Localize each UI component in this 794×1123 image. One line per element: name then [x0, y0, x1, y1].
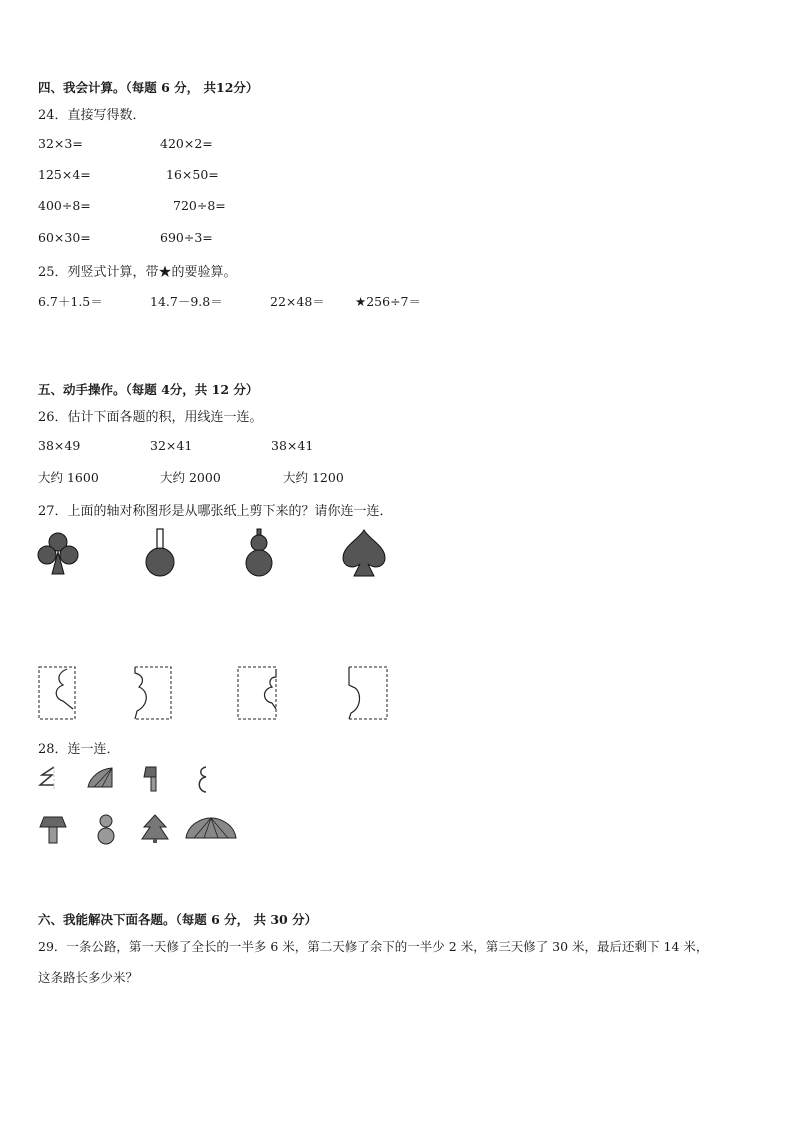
calc-item: 400÷8=	[38, 198, 91, 213]
half-gourd-cutout-icon	[131, 665, 173, 721]
umbrella-icon	[184, 816, 238, 842]
estimate-answer: 大约 1600	[38, 470, 99, 485]
half-snowman-icon	[194, 765, 212, 795]
snowman-icon	[94, 813, 118, 845]
half-club-cutout-icon	[37, 665, 77, 721]
tree-icon	[140, 813, 170, 845]
vertical-calc-item: 22×48＝	[270, 294, 325, 309]
club-icon	[36, 530, 80, 576]
vertical-calc-item: 6.7＋1.5＝	[38, 294, 103, 309]
mushroom-icon	[38, 815, 68, 845]
half-bulb-cutout-icon	[345, 665, 389, 721]
estimate-expression: 38×41	[271, 438, 314, 453]
spade-icon	[340, 528, 388, 578]
calc-item: 420×2=	[160, 136, 213, 151]
calc-item: 16×50=	[166, 167, 219, 182]
round-bulb-icon	[140, 528, 180, 578]
calc-item: 720÷8=	[173, 198, 226, 213]
gourd-icon	[242, 528, 276, 578]
question-28-title: 28．连一连．	[38, 742, 120, 757]
section-5-heading: 五、动手操作。（每题 4分，共 12 分）	[38, 382, 259, 397]
calc-item: 32×3=	[38, 136, 83, 151]
half-tree-icon	[38, 765, 60, 793]
calc-item: 690÷3=	[160, 230, 213, 245]
section-4-heading: 四、我会计算。（每题 6 分， 共12分）	[38, 80, 259, 95]
section-6-heading: 六、我能解决下面各题。（每题 6 分， 共 30 分）	[38, 912, 318, 927]
vertical-calc-item: ★256÷7＝	[355, 294, 421, 309]
vertical-calc-item: 14.7－9.8＝	[150, 294, 223, 309]
estimate-expression: 32×41	[150, 438, 193, 453]
question-25-title: 25．列竖式计算，带★的要验算。	[38, 265, 237, 280]
question-24-title: 24．直接写得数．	[38, 108, 146, 123]
calc-item: 60×30=	[38, 230, 91, 245]
estimate-answer: 大约 2000	[160, 470, 221, 485]
question-29-line-2: 这条路长多少米？	[38, 970, 139, 985]
question-26-title: 26．估计下面各题的积，用线连一连。	[38, 410, 263, 425]
half-umbrella-icon	[86, 765, 116, 793]
question-27-title: 27．上面的轴对称图形是从哪张纸上剪下来的？请你连一连．	[38, 504, 393, 519]
question-29-line-1: 29．一条公路，第一天修了全长的一半多 6 米，第二天修了余下的一半少 2 米，第三天修了 30 米，最后还剩下 14 米，	[38, 939, 709, 954]
half-spade-cutout-icon	[236, 665, 278, 721]
half-mushroom-icon	[142, 765, 164, 795]
calc-item: 125×4=	[38, 167, 91, 182]
estimate-answer: 大约 1200	[283, 470, 344, 485]
estimate-expression: 38×49	[38, 438, 81, 453]
